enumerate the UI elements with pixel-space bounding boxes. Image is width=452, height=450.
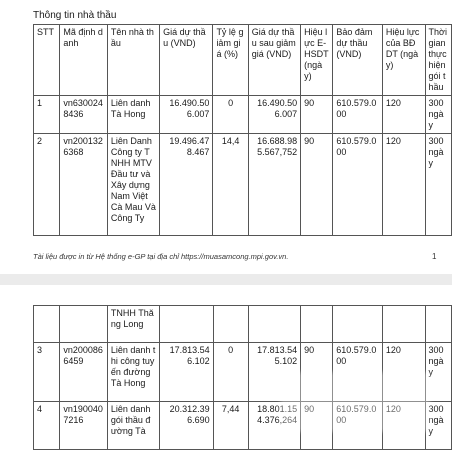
ty-le-giam-gia-cell: 14,4: [213, 134, 248, 236]
header-cell: Giá dự thầu sau giảm giá (VND): [248, 25, 300, 96]
bao-dam-cell: 610.579.000: [333, 96, 382, 134]
gia-sau-giam-cell: 16.688.985.567,752: [248, 134, 300, 236]
thoi-gian-cell: 300 ngày: [425, 134, 451, 236]
ma-dinh-danh-cell: vn2001326368: [60, 134, 107, 236]
table-row: [34, 134, 452, 236]
ten-nha-thau-cell: Liên danh thi công tuyến đường Tà Hong: [107, 343, 159, 402]
header-cell: Bảo đảm dự thầu (VND): [333, 25, 382, 96]
table-header-row: [34, 25, 452, 96]
ty-le-giam-gia-cell: 0: [213, 343, 248, 402]
header-cell: Giá dự thầu (VND): [160, 25, 213, 96]
gia-du-thau-cell: 16.490.506.007: [160, 96, 213, 134]
page-number: 1: [432, 252, 437, 261]
hieu-luc-cell: 90: [301, 134, 333, 236]
hieu-luc-cell: 90: [301, 343, 333, 402]
empty-cell: [425, 306, 451, 343]
hieu-luc-bd-cell: 120: [382, 134, 425, 236]
gia-sau-giam-cell: 18.801.154.376,264: [248, 402, 300, 450]
empty-cell: [333, 306, 383, 343]
bidder-table: [33, 24, 452, 236]
gia-sau-giam-cell: 16.490.506.007: [248, 96, 300, 134]
header-cell: Thời gian thực hiện gói thầu: [425, 25, 451, 96]
stt-cell: 4: [34, 402, 60, 450]
ten-nha-thau-cell: Liên danh gói thầu đường Tà: [107, 402, 159, 450]
ten-nha-thau-cell: Liên danh Tà Hong: [107, 96, 159, 134]
empty-cell: [34, 306, 60, 343]
table-row: [34, 96, 452, 134]
header-cell: Hiệu lực E-HSDT (ngày): [301, 25, 333, 96]
hieu-luc-bd-cell: 120: [382, 402, 425, 450]
empty-cell: [301, 306, 333, 343]
page-footer: Tài liệu được in từ Hệ thống e-GP tại địa chỉ https://muasamcong.mpi.gov.vn.: [33, 252, 289, 261]
header-cell: Mã định danh: [60, 25, 107, 96]
thoi-gian-cell: 300 ngày: [425, 343, 451, 402]
hieu-luc-bd-cell: 120: [382, 343, 425, 402]
bao-dam-cell: 610.579.000: [333, 402, 383, 450]
gia-du-thau-cell: 20.312.396.690: [160, 402, 213, 450]
header-cell: STT: [34, 25, 60, 96]
bao-dam-cell: 610.579.000: [333, 343, 383, 402]
stt-cell: 2: [34, 134, 60, 236]
hieu-luc-bd-cell: 120: [382, 96, 425, 134]
thoi-gian-cell: 300 ngày: [425, 96, 451, 134]
header-cell: Tỷ lệ giảm giá (%): [213, 25, 248, 96]
table-row: [34, 306, 452, 343]
bao-dam-cell: 610.579.000: [333, 134, 382, 236]
ma-dinh-danh-cell: vn1900407216: [60, 402, 108, 450]
header-cell: Tên nhà thầu: [107, 25, 159, 96]
ty-le-giam-gia-cell: 0: [213, 96, 248, 134]
empty-cell: [382, 306, 425, 343]
empty-cell: [60, 306, 108, 343]
ten-nha-thau-cell: Liên Danh Công ty TNHH MTV Đầu tư và Xây dựng Nam Việt Cà Mau Và Công Ty: [107, 134, 159, 236]
ma-dinh-danh-cell: vn2000866459: [60, 343, 108, 402]
blur-overlay: [280, 372, 430, 432]
ma-dinh-danh-cell: vn6300248436: [60, 96, 107, 134]
empty-cell: [213, 306, 248, 343]
empty-cell: [160, 306, 213, 343]
hieu-luc-cell: 90: [301, 96, 333, 134]
hieu-luc-cell: 90: [301, 402, 333, 450]
header-cell: Hiệu lực của BĐ DT (ngày): [382, 25, 425, 96]
section-title: Thông tin nhà thầu: [33, 10, 117, 21]
gia-du-thau-cell: 17.813.546.102: [160, 343, 213, 402]
gia-sau-giam-cell: 17.813.545.102: [248, 343, 300, 402]
stt-cell: 3: [34, 343, 60, 402]
ty-le-giam-gia-cell: 7,44: [213, 402, 248, 450]
empty-cell: [248, 306, 300, 343]
thoi-gian-cell: 300 ngày: [425, 402, 451, 450]
gia-du-thau-cell: 19.496.478.467: [160, 134, 213, 236]
stt-cell: 1: [34, 96, 60, 134]
ten-nha-thau-cell: TNHH Thăng Long: [107, 306, 159, 343]
